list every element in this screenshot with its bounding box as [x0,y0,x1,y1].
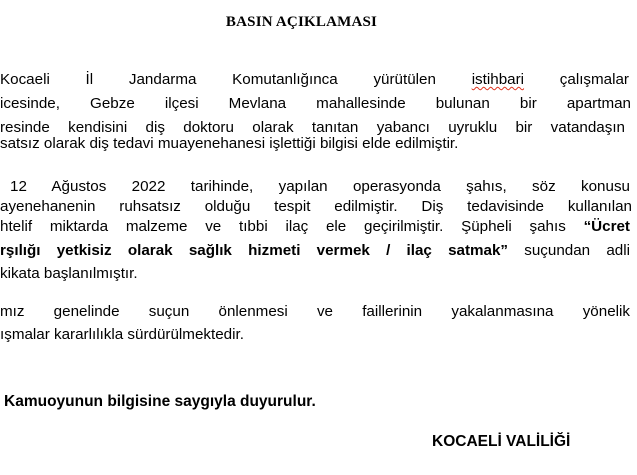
paragraph-1-line-4: satsız olarak diş tedavi muayenehanesi işlettiği bilgisi elde edilmiştir. [0,135,459,152]
quoted-charge-end: rşılığı yetkisiz olarak sağlık hizmeti vermek / ilaç satmak” [0,242,509,259]
paragraph-1-line-2: icesinde, Gebze ilçesi Mevlana mahallesinde bulunan bir apartman [0,95,631,112]
text-segment: suçundan adli [508,242,630,259]
paragraph-2-line-3 [0,218,630,235]
quoted-charge-start: “Ücret [583,218,630,235]
closing-statement: Kamuoyunun bilgisine saygıyla duyurulur. [4,393,316,410]
signature-authority: KOCAELİ VALİLİĞİ [432,433,571,450]
paragraph-2-line-2: ayenehanenin ruhsatsız olduğu tespit edilmiştir. Diş tedavisinde kullanılan [0,198,632,215]
paragraph-2-line-4 [0,242,630,259]
paragraph-1-line-3: resinde kendisini diş doktoru olarak tanıtan yabancı uyruklu bir vatandaşın [0,119,625,136]
spellcheck-underlined-word: istihbari [471,71,525,88]
text-segment: htelif miktarda malzeme ve tıbbi ilaç ele geçirilmiştir. Şüpheli şahıs [0,218,584,235]
text-segment: çalışmalar [524,71,629,88]
text-segment: Kocaeli İl Jandarma Komutanlığınca yürütülen [0,71,472,88]
paragraph-3-line-2: ışmalar kararlılıkla sürdürülmektedir. [0,326,244,343]
paragraph-2-line-1: 12 Ağustos 2022 tarihinde, yapılan operasyonda şahıs, söz konusu [10,178,630,195]
paragraph-2-line-5: kikata başlanılmıştır. [0,265,138,282]
document-title: BASIN AÇIKLAMASI [225,14,378,30]
paragraph-3-line-1: mız genelinde suçun önlenmesi ve faillerinin yakalanmasına yönelik [0,303,630,320]
paragraph-1-line-1 [0,71,629,88]
